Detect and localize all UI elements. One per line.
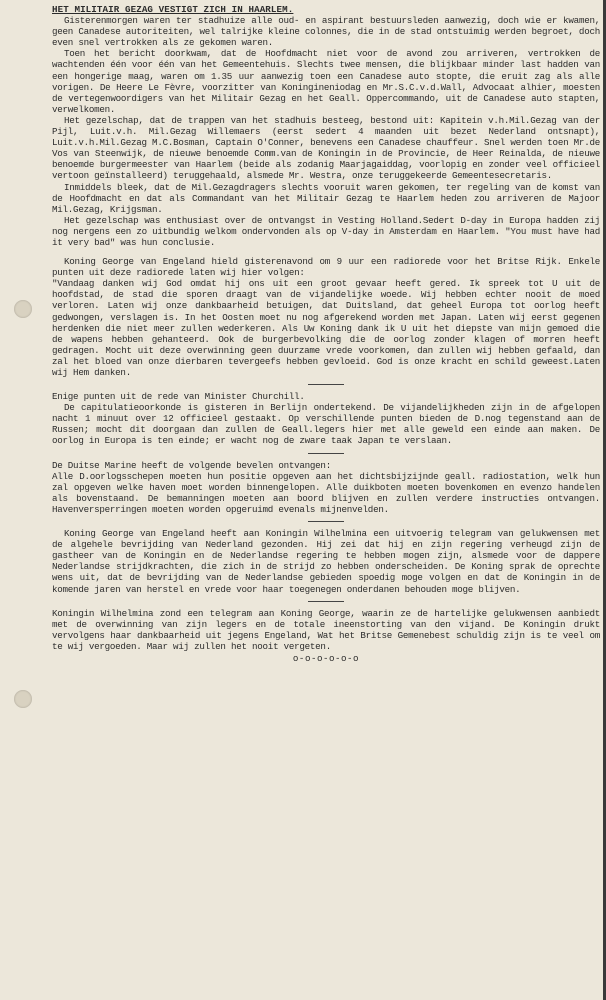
paragraph: De capitulatieoorkonde is gisteren in Berlijn ondertekend. De vijandelijkheden zijn in de afgelopen nacht 1 minuut over 12 officieel gestaakt. Op verschillende punten bieden de D.nog tegenstand aan de Russen; mocht dit doorgaan dan zullen de Geall.legers hier met alle geweld een einde aan maken. De oorlog in Europa is ten einde; er wacht nog de zware taak Japan te verslaan. — [52, 402, 600, 447]
article-telegram-king — [52, 528, 600, 595]
section-divider — [308, 453, 344, 454]
section-divider — [308, 521, 344, 522]
section-divider — [308, 601, 344, 602]
punch-hole — [14, 300, 32, 318]
paragraph: Koning George van Engeland heeft aan Koningin Wilhelmina een uitvoerig telegram van gelukwensen met de algehele bevrijding van Nederland gezonden. Hij zei dat hij en zijn regering verheugd zijn de gastheer van de Koningin en de Nederlandse regering te hebben mogen zijn, alsmede voor de dappere Nederlandse strijdkrachten, die zich in de strijd zo hebben onderscheiden. De Koning sprak de oprechte wens uit, dat de bevrijding van de Nederlandse gebieden spoedig moge volgen en dat de Koningin in de komende jaren van herstel en vrede voor haar toegenegen onderdanen behouden moge blijven. — [52, 528, 600, 595]
section-title: De Duitse Marine heeft de volgende bevelen ontvangen: — [52, 459, 331, 471]
paragraph: Inmiddels bleek, dat de Mil.Gezagdragers slechts vooruit waren gekomen, ter regeling van de komst van de Hoofdmacht en dat als Commandant van het Militair Gezag te Haarlem heden zou arriveren de Majoor Mil.Gezag, Krijgsman. — [52, 181, 600, 215]
punch-hole — [14, 690, 32, 708]
article-king-george-speech — [52, 256, 600, 378]
paragraph: Alle D.oorlogsschepen moeten hun positie opgeven aan het dichtsbijzijnde geall. radiostation, welk hun zal opgeven welke haven moet worden binnengelopen. Alle duikboten moeten bovenkomen en evenzo handelen als bovenstaand. De bemanningen moeten aan boord blijven en zullen verdere instructies ontvangen. Havenversperringen moeten worden opgeruimd evenals mijnenvelden. — [52, 470, 600, 515]
speech-quote: "Vandaag danken wij God omdat hij ons uit een groot gevaar heeft gered. Ik spreek tot U uit de hoofdstad, de stad die sporen draagt van de vijandelijke woede. Wij hebben echter nooit de moed verloren. Laten wij onze dankbaarheid betuigen, dat Duitsland, dat geheel Europa tot oorlog heeft gedwongen, verslagen is. In het Oosten moet nu nog afgerekend worden met Japan. Laten wij eerst gegenen herdenken die niet meer zullen wederkeren. Als Uw Koning dank ik U uit het diepste van mijn gemoed die de wapens hebben gehanteerd. Ook de burgerbevolking die de oorlog zonder klagen of morren heeft gedragen. Mocht uit deze overwinning geen duurzame vrede voorkomen, dan zullen wij hebben gefaald, dan zal het bloed van onze dierbaren tevergeefs hebben gevloeid. God is onze kracht en schild geweest.Laten wij Hem danken. — [52, 278, 600, 378]
headline: HET MILITAIR GEZAG VESTIGT ZICH IN HAARLEM. — [52, 4, 294, 15]
section-gap — [52, 248, 600, 256]
article-haarlem — [52, 4, 600, 248]
paragraph: Koning George van Engeland hield gisterenavond om 9 uur een radiorede voor het Britse Rijk. Enkele punten uit deze radiorede laten wij hier volgen: — [52, 256, 600, 279]
article-german-navy — [52, 460, 600, 515]
end-mark: o-o-o-o-o-o — [292, 652, 360, 664]
paragraph: Het gezelschap was enthusiast over de ontvangst in Vesting Holland.Sedert D-day in Europa hadden zij nog nergens een zo uitbundig welkom ondervonden als op V-day in Amsterdam en Haarlem. "You must have had it very bad" was hun conclusie. — [52, 214, 600, 248]
paragraph: Het gezelschap, dat de trappen van het stadhuis besteeg, bestond uit: Kapitein v.h.Mil.Gezag van der Pijl, Luit.v.h. Mil.Gezag Willemaers (eerst sedert 4 maanden uit bezet Nederland ontsnapt), Luit.v.h.Mil.Gezag M.C.Bosman, Captain O'Conner, benevens een Canadese chauffeur. Snel werden toen Mr.de Vos van Steenwijk, de nieuwe benoemde Comm.van de Koningin in de Provincie, de Heer Reinalda, de nieuwe benoemde burgermeester van Haarlem (beide als zodanig Maarjagaiddag, voorlopig en zonder veel officieel vertoon geïnstalleerd) teruggehaald, alsmede Mr. Westra, onze teruggekeerde Gemeentesecretaris. — [52, 114, 600, 182]
paragraph: Gisterenmorgen waren ter stadhuize alle oud- en aspirant bestuursleden aanwezig, doch wie er kwamen, geen Canadese autoriteiten, wel talrijke kleine colonnes, die in de stad ontstuimig werden begroet, doch even snel vertrokken als ze gekomen waren. — [52, 15, 600, 49]
paragraph: Koningin Wilhelmina zond een telegram aan Koning George, waarin ze de hartelijke gelukwensen aanbiedt met de overwinning van zijn legers en de totale ineenstorting van den vijand. De Koningin drukt vervolgens haar dankbaarheid uit jegens Engeland, Wat het Britse Gemenebest schuldig zijn is te veel om te wij vergoeden. Maar wij zullen het nooit vergeten. — [52, 607, 600, 652]
article-telegram-queen — [52, 608, 600, 652]
section-divider — [308, 384, 344, 385]
section-title: Enige punten uit de rede van Minister Churchill. — [52, 391, 305, 403]
article-churchill — [52, 391, 600, 446]
paragraph: Toen het bericht doorkwam, dat de Hoofdmacht niet voor de avond zou arriveren, vertrokken de wachtenden één voor één van het Gemeentehuis. Slechts twee mensen, die blijkbaar minder last hadden van een hongerige maag, waren om 1.35 uur aanwezig toen een Canadese auto stopte, die eruit zag als alle vorigen. De Heere Le Fèvre, voorzitter van Koningineniodag en Mr.S.C.v.d.Wall, Advocaat alhier, moesten de vertegenwoordigers van het Militair Gezag en het Geall. Oppercommando, uit de Canadese auto stapten, verwelkomen. — [52, 48, 600, 115]
